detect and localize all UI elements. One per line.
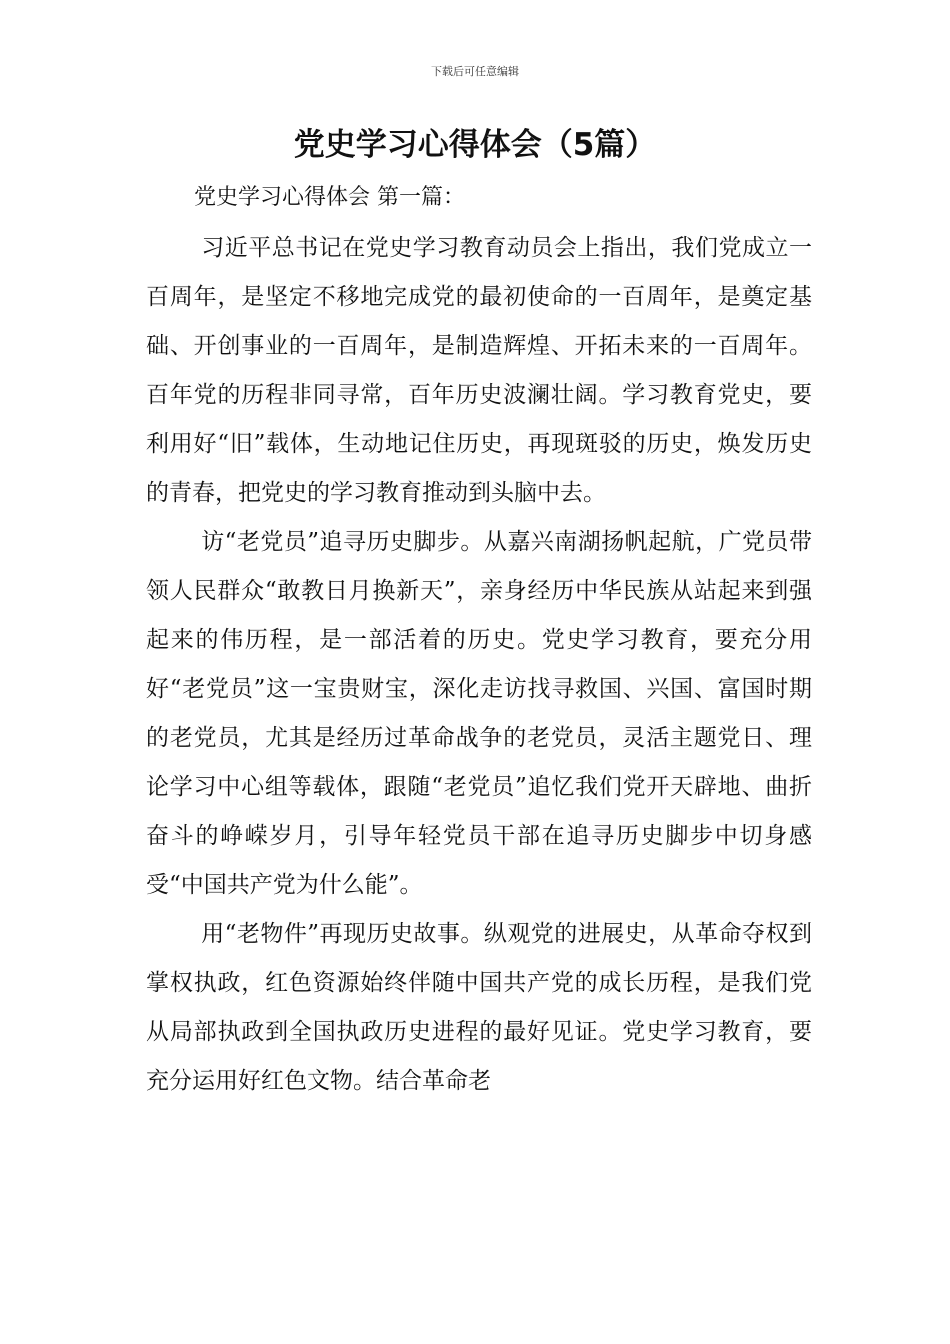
document-title: 党史学习心得体会（5篇） [293, 127, 657, 163]
body-text [146, 224, 812, 1106]
paragraph-1: 习近平总书记在党史学习教育动员会上指出，我们党成立一百周年，是坚定不移地完成党的最初使命的一百周年，是奠定基础、开创事业的一百周年，是制造辉煌、开拓未来的一百周年。百年党的历程非同寻常，百年历史波澜壮阔。学习教育党史，要利用好“旧”载体，生动地记住历史，再现斑驳的历史，焕发历史的青春，把党史的学习教育推动到头脑中去。 [146, 235, 812, 506]
paragraph-3: 用“老物件”再现历史故事。纵观党的进展史，从革命夺权到掌权执政，红色资源始终伴随中国共产党的成长历程，是我们党从局部执政到全国执政历史进程的最好见证。党史学习教育，要充分运用好红色文物。结合革命老 [146, 921, 812, 1094]
paragraph-2: 访“老党员”追寻历史脚步。从嘉兴南湖扬帆起航，广党员带领人民群众“敢教日月换新天”，亲身经历中华民族从站起来到强起来的伟历程，是一部活着的历史。党史学习教育，要充分用好“老党员”这一宝贵财宝，深化走访找寻救国、兴国、富国时期的老党员，尤其是经历过革命战争的老党员，灵活主题党日、理论学习中心组等载体，跟随“老党员”追忆我们党开天辟地、曲折奋斗的峥嵘岁月，引导年轻党员干部在追寻历史脚步中切身感受“中国共产党为什么能”。 [146, 529, 812, 898]
section-heading: 党史学习心得体会 第一篇： [194, 185, 465, 210]
header-note: 下载后可任意编辑 [431, 65, 519, 78]
